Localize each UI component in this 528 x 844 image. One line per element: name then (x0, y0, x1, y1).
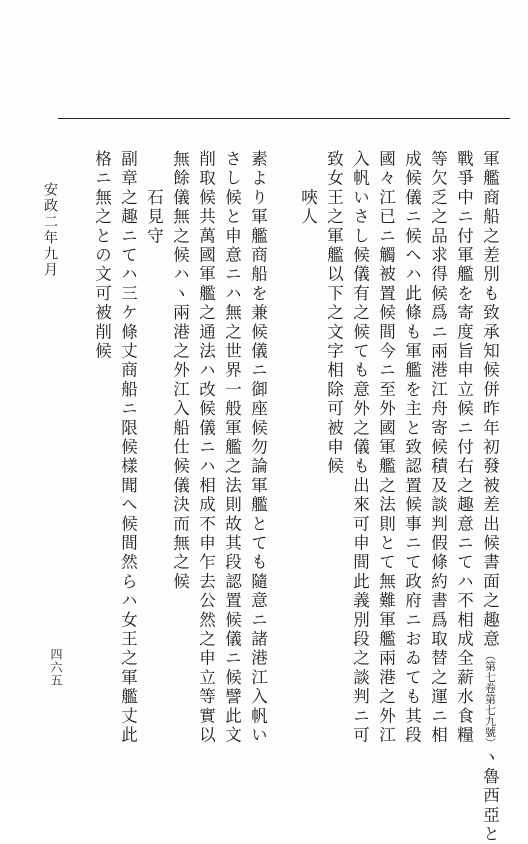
text-column: 削取候共萬國軍艦之通法ハ改候儀ニハ相成不申乍去公然之申立等實以 (196, 150, 216, 746)
text-column: 致女王之軍艦以下之文字相除可被申候 (324, 150, 344, 477)
text-column: 格ニ無之との文可被削候 (92, 150, 112, 362)
text-column: 入帆いさし候儀有之候ても意外之儀も出來可申間此義別段之談判ニ可 (350, 150, 370, 746)
speaker-label: 唊人 (298, 150, 318, 227)
text-column: 無餘儀無之候ハヽ兩港之外江入船仕候儀決而無之候 (170, 150, 190, 592)
text-segment: ヽ魯西亞と (480, 748, 500, 844)
text-column: 戰爭中ニ付軍艦を寄度旨申立候ニ付右之趣意ニてハ不相成全薪水食糧 (454, 150, 474, 746)
volume-note: （第七卷第七九號） (483, 649, 497, 749)
text-column: 國々江已ニ觸被置候間今ニ至外國軍艦之法則とて無難軍艦兩港之外江 (376, 150, 396, 746)
text-column: 成候儀ニ候へハ此條も軍艦を主と致認置候事ニて政府ニおゐても其段 (402, 150, 422, 746)
date-line: 安政二年九月 (42, 150, 58, 278)
header-rule (58, 118, 510, 119)
text-segment: 軍艦商船之差別も致承知候併昨年初發被差出候書面之趣意 (480, 150, 500, 650)
text-column (481, 150, 498, 844)
text-column: 副章之趣ニてハ三ケ條丈商船ニ限候樣聞へ候間然らハ女王之軍艦丈此 (118, 150, 138, 746)
speaker-label: 石見守 (144, 150, 164, 246)
text-column: 素より軍艦商船を兼候儀ニ御座候勿論軍艦とても隨意ニ諸港江入帆い (248, 150, 268, 746)
text-column: 等欠乏之品求得候爲ニ兩港江舟寄候積及談判假條約書爲取替之運ニ相 (428, 150, 448, 746)
text-column: さし候と申意ニハ無之世界一般軍艦之法則故其段認置候儀ニ候譬此文 (222, 150, 242, 746)
page-number: 四六五 (49, 648, 63, 687)
